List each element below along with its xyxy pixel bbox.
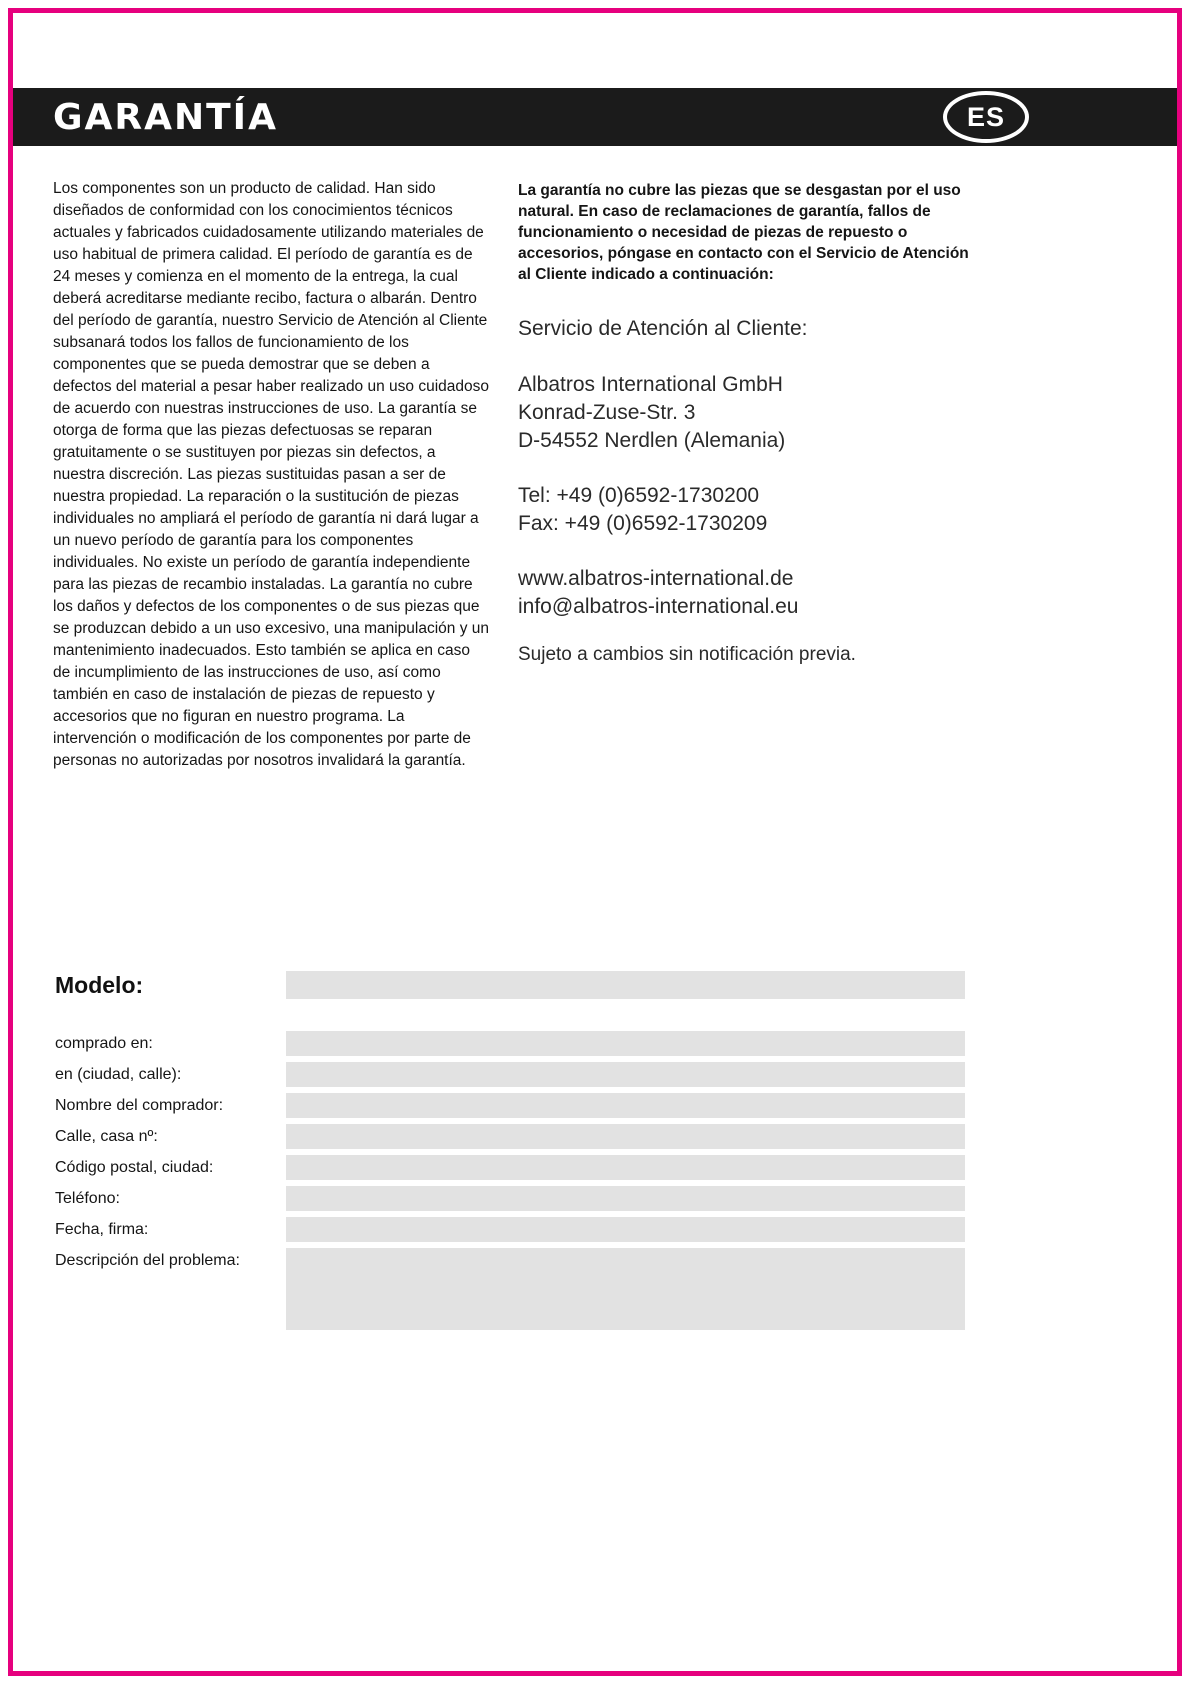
form-row	[55, 1155, 965, 1180]
buyer-name-field	[286, 1093, 965, 1118]
service-info-column	[518, 180, 976, 666]
form-row	[55, 1062, 965, 1087]
purchased-at-field	[286, 1031, 965, 1056]
model-field	[286, 971, 965, 999]
contact-block	[518, 482, 976, 538]
city-street-field	[286, 1062, 965, 1087]
form-row	[55, 1124, 965, 1149]
telephone-field	[286, 1186, 965, 1211]
phone-number: Tel: +49 (0)6592-1730200	[518, 484, 760, 507]
service-heading: Servicio de Atención al Cliente:	[518, 317, 808, 340]
form-field-label: Teléfono:	[55, 1190, 120, 1207]
web-block	[518, 565, 976, 621]
form-row	[55, 1248, 965, 1330]
warranty-exclusion-text: La garantía no cubre las piezas que se desgastan por el uso natural. En caso de reclamaciones de garantía, fallos de funcionamiento o necesidad de piezas de repuesto o accesorios, póngase en contacto con el Servicio de Atención al Cliente indicado a continuación:	[518, 182, 969, 283]
email-address: info@albatros-international.eu	[518, 595, 799, 618]
company-street: Konrad-Zuse-Str. 3	[518, 401, 696, 424]
company-city: D-54552 Nerdlen (Alemania)	[518, 429, 786, 452]
form-row	[55, 1186, 965, 1211]
warranty-page	[13, 13, 1177, 1671]
form-field-label: Nombre del comprador:	[55, 1097, 224, 1114]
model-label: Modelo:	[55, 972, 144, 998]
website-url: www.albatros-international.de	[518, 567, 794, 590]
form-field-label: comprado en:	[55, 1035, 153, 1052]
warranty-form	[55, 971, 965, 1336]
change-note: Sujeto a cambios sin notificación previa.	[518, 644, 856, 665]
header-bar	[13, 88, 1177, 146]
form-row	[55, 1093, 965, 1118]
date-signature-field	[286, 1217, 965, 1242]
warranty-terms-text: Los componentes son un producto de calidad. Han sido diseñados de conformidad con los conocimientos técnicos actuales y fabricados cuidadosamente utilizando materiales de uso habitual de primera calidad. El período de garantía es de 24 meses y comienza en el momento de la entrega, la cual deberá acreditarse mediante recibo, factura o albarán. Dentro del período de garantía, nuestro Servicio de Atención al Cliente subsanará todos los fallos de funcionamiento de los componentes que se pueda demostrar que se deben a defectos del material a pesar haber realizado un uso cuidadoso de acuerdo con nuestras instrucciones de uso. La garantía se otorga de forma que las piezas defectuosas se reparan gratuitamente o se sustituyen por piezas sin defectos, a nuestra discreción. Las piezas sustituidas pasan a ser de nuestra propiedad. La reparación o la sustitución de piezas individuales no ampliará el período de garantía ni dará lugar a un nuevo período de garantía para los componentes individuales. No existe un período de garantía independiente para las piezas de recambio instaladas. La garantía no cubre los daños y defectos de los componentes o de sus piezas que se produzcan debido a un uso excesivo, una manipulación y un mantenimiento inadecuados. Esto también se aplica en caso de incumplimiento de las instrucciones de uso, así como también en caso de instalación de piezas de repuesto y accesorios que no figuran en nuestro programa. La intervención o modificación de los componentes por parte de personas no autorizadas por nosotros invalidará la garantía.	[53, 180, 490, 769]
problem-description-field	[286, 1248, 965, 1330]
form-field-label: Calle, casa nº:	[55, 1128, 158, 1145]
form-row	[55, 1031, 965, 1056]
address-block	[518, 371, 976, 455]
form-row	[55, 1217, 965, 1242]
form-field-label: Código postal, ciudad:	[55, 1159, 214, 1176]
street-house-field	[286, 1124, 965, 1149]
fax-number: Fax: +49 (0)6592-1730209	[518, 512, 768, 535]
page-title: GARANTÍA	[53, 96, 278, 138]
form-field-label: Descripción del problema:	[55, 1252, 240, 1269]
language-badge: ES	[943, 91, 1029, 143]
postal-code-city-field	[286, 1155, 965, 1180]
form-field-label: Fecha, firma:	[55, 1221, 149, 1238]
form-row-model	[55, 971, 965, 999]
form-field-label: en (ciudad, calle):	[55, 1066, 182, 1083]
company-name: Albatros International GmbH	[518, 373, 783, 396]
